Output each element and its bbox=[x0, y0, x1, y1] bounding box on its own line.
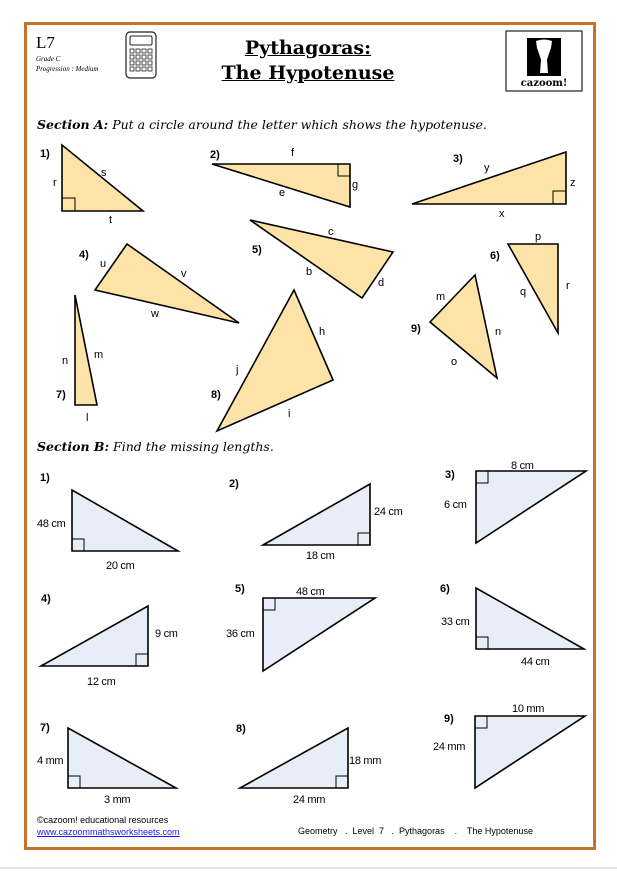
section-b-q2 bbox=[229, 478, 403, 562]
side-label: 48 cm bbox=[37, 518, 66, 530]
section-b-q3 bbox=[444, 460, 586, 543]
progression-label: Progression : Medium bbox=[36, 65, 99, 73]
side-label: b bbox=[306, 266, 313, 278]
question-number: 7) bbox=[56, 389, 66, 401]
side-label: 36 cm bbox=[226, 628, 255, 640]
side-label: 48 cm bbox=[296, 586, 325, 598]
section-a-q5 bbox=[250, 220, 393, 298]
section-a-q6 bbox=[490, 231, 570, 333]
side-label: 24 mm bbox=[293, 794, 326, 806]
side-label: r bbox=[53, 177, 57, 189]
level-label: L7 bbox=[36, 33, 55, 52]
side-label: i bbox=[288, 408, 291, 420]
side-label: d bbox=[378, 277, 385, 289]
question-number: 6) bbox=[490, 250, 500, 262]
grade-label: Grade C bbox=[36, 55, 61, 63]
question-number: 2) bbox=[229, 478, 239, 490]
section-a-q2 bbox=[210, 147, 358, 207]
side-label: t bbox=[109, 214, 113, 226]
side-label: h bbox=[319, 326, 326, 338]
side-label: 24 mm bbox=[433, 741, 466, 753]
side-label: o bbox=[451, 356, 458, 368]
question-number: 1) bbox=[40, 472, 50, 484]
section-b-q4 bbox=[41, 593, 178, 688]
section-a-q3 bbox=[412, 152, 576, 220]
question-number: 2) bbox=[210, 149, 220, 161]
side-label: j bbox=[236, 364, 239, 376]
side-label: n bbox=[495, 326, 502, 338]
question-number: 4) bbox=[41, 593, 51, 605]
section-a-q9 bbox=[411, 275, 501, 378]
website-link[interactable]: www.cazoommathsworksheets.com bbox=[37, 827, 180, 837]
title-line-1: Pythagoras: bbox=[244, 37, 372, 59]
side-label: 44 cm bbox=[521, 656, 550, 668]
side-label: x bbox=[499, 208, 505, 220]
question-number: 7) bbox=[40, 722, 50, 734]
side-label: w bbox=[151, 308, 159, 320]
side-label: f bbox=[291, 147, 295, 159]
question-number: 8) bbox=[236, 723, 246, 735]
side-label: s bbox=[101, 167, 107, 179]
side-label: g bbox=[352, 179, 359, 191]
section-b-q1 bbox=[37, 472, 178, 572]
side-label: r bbox=[566, 280, 570, 292]
side-label: 8 cm bbox=[511, 460, 534, 472]
question-number: 3) bbox=[445, 469, 455, 481]
side-label: m bbox=[94, 349, 104, 361]
side-label: 18 cm bbox=[306, 550, 335, 562]
side-label: l bbox=[86, 412, 89, 424]
side-label: 9 cm bbox=[155, 628, 178, 640]
side-label: 33 cm bbox=[441, 616, 470, 628]
section-b-q5 bbox=[226, 583, 375, 671]
section-a-q7 bbox=[56, 295, 103, 424]
section-a-q4 bbox=[79, 244, 239, 323]
section-a-instruction: Put a circle around the letter which shows the hypotenuse. bbox=[108, 117, 487, 132]
side-label: v bbox=[181, 268, 187, 280]
side-label: 3 mm bbox=[104, 794, 131, 806]
section-b-q6 bbox=[440, 583, 584, 668]
question-number: 8) bbox=[211, 389, 221, 401]
question-number: 1) bbox=[40, 148, 50, 160]
section-b-q8 bbox=[236, 723, 381, 806]
footer-credits bbox=[37, 814, 180, 838]
side-label: q bbox=[520, 286, 527, 298]
question-number: 9) bbox=[411, 323, 421, 335]
question-number: 9) bbox=[444, 713, 454, 725]
logo-text: cazoom! bbox=[520, 78, 568, 89]
side-label: 4 mm bbox=[37, 755, 64, 767]
side-label: 6 cm bbox=[444, 499, 467, 511]
side-label: p bbox=[535, 231, 542, 243]
side-label: 24 cm bbox=[374, 506, 403, 518]
side-label: u bbox=[100, 258, 107, 270]
question-number: 6) bbox=[440, 583, 450, 595]
side-label: 18 mm bbox=[349, 755, 382, 767]
question-number: 5) bbox=[235, 583, 245, 595]
question-number: 3) bbox=[453, 153, 463, 165]
section-b-instruction: Find the missing lengths. bbox=[109, 439, 274, 454]
section-a-q1 bbox=[40, 145, 143, 226]
section-a-q8 bbox=[211, 290, 333, 431]
section-b-q7 bbox=[37, 722, 176, 806]
side-label: e bbox=[279, 187, 286, 199]
side-label: z bbox=[570, 177, 576, 189]
footer-breadcrumb: Geometry . Level 7 . Pythagoras . The Hypotenuse bbox=[298, 826, 533, 836]
side-label: 20 cm bbox=[106, 560, 135, 572]
section-b-q9 bbox=[433, 703, 585, 788]
copyright-text: ©cazoom! educational resources bbox=[37, 815, 169, 825]
question-number: 5) bbox=[252, 244, 262, 256]
side-label: 12 cm bbox=[87, 676, 116, 688]
section-b-label: Section B: bbox=[37, 439, 110, 454]
side-label: 10 mm bbox=[512, 703, 545, 715]
side-label: y bbox=[484, 162, 490, 174]
section-a-label: Section A: bbox=[37, 117, 109, 132]
side-label: m bbox=[436, 291, 446, 303]
title-line-2: The Hypotenuse bbox=[221, 62, 395, 84]
side-label: n bbox=[62, 355, 69, 367]
question-number: 4) bbox=[79, 249, 89, 261]
side-label: c bbox=[328, 226, 334, 238]
